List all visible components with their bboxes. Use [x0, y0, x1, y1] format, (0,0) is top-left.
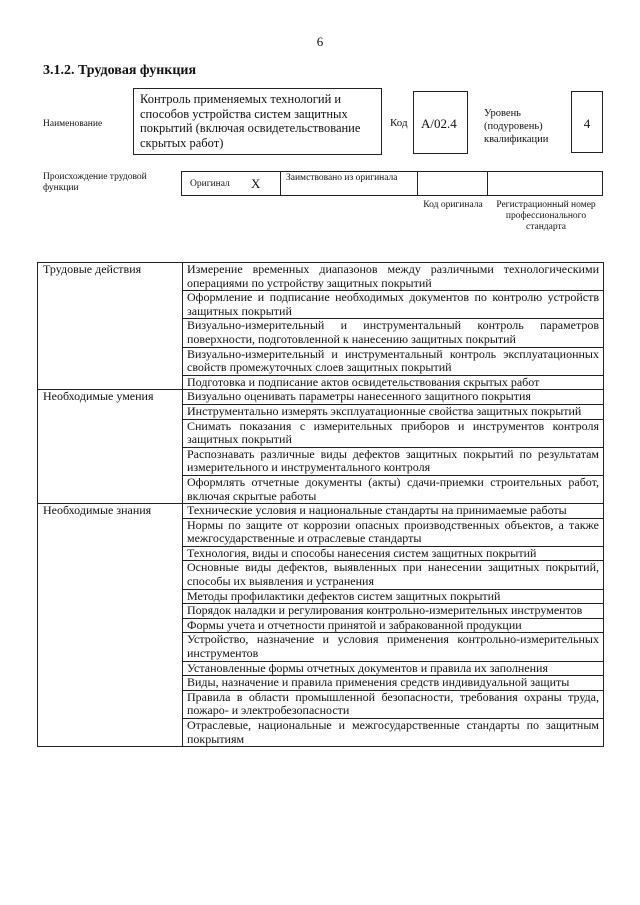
- function-details-table: [37, 262, 604, 747]
- item-cell: Технические условия и национальные стандарты на принимаемые работы: [183, 504, 604, 519]
- item-cell: Виды, назначение и правила применения средств индивидуальной защиты: [183, 676, 604, 691]
- item-cell: Формы учета и отчетности принятой и забракованной продукции: [183, 618, 604, 633]
- item-cell: Порядок наладки и регулирования контрольно-измерительных инструментов: [183, 604, 604, 619]
- item-cell: Оформление и подписание необходимых документов по контролю устройств защитных покрытий: [183, 291, 604, 319]
- original-label: Оригинал: [190, 179, 230, 189]
- table-row: [38, 504, 604, 519]
- reg-number-cell: [488, 172, 602, 195]
- function-name-box: Контроль применяемых технологий и способов устройства систем защитных покрытий (включая освидетельствование скрытых работ): [133, 88, 382, 155]
- item-cell: Технология, виды и способы нанесения систем защитных покрытий: [183, 546, 604, 561]
- borrowed-label: Заимствовано из оригинала: [286, 173, 398, 183]
- category-cell: Необходимые знания: [38, 504, 183, 747]
- table-row: [38, 390, 604, 405]
- borrowed-cell: [281, 172, 418, 195]
- code-original-label: Код оригинала: [423, 200, 483, 210]
- reg-number-label: Регистрационный номер профессионального стандарта: [496, 200, 596, 232]
- item-cell: Визуально-измерительный и инструментальный контроль эксплуатационных свойств промежуточных слоев защитных покрытий: [183, 347, 604, 375]
- section-title: 3.1.2. Трудовая функция: [43, 63, 197, 78]
- code-value-box: А/02.4: [413, 91, 468, 154]
- item-cell: Инструментально измерять эксплуатационные свойства защитных покрытий: [183, 404, 604, 419]
- item-cell: Визуально оценивать параметры нанесенного защитного покрытия: [183, 390, 604, 405]
- item-cell: Правила в области промышленной безопасности, требования охраны труда, пожаро- и электробезопасности: [183, 690, 604, 718]
- item-cell: Распознавать различные виды дефектов защитных покрытий по результатам измерительного и инструментального контроля: [183, 447, 604, 475]
- item-cell: Подготовка и подписание актов освидетельствования скрытых работ: [183, 375, 604, 390]
- item-cell: Основные виды дефектов, выявленных при нанесении защитных покрытий, способы их выявления и устранения: [183, 561, 604, 589]
- page-number: 6: [316, 34, 324, 49]
- item-cell: Измерение временных диапазонов между различными технологическими операциями по устройству защитных покрытий: [183, 263, 604, 291]
- category-cell: Необходимые умения: [38, 390, 183, 504]
- code-original-cell: [418, 172, 488, 195]
- category-cell: Трудовые действия: [38, 263, 183, 390]
- name-label: Наименование: [43, 119, 103, 129]
- origin-label: Происхождение трудовой функции: [43, 172, 147, 193]
- item-cell: Установленные формы отчетных документов и правила их заполнения: [183, 661, 604, 676]
- original-cell: [182, 172, 281, 195]
- item-cell: Нормы по защите от коррозии опасных производственных объектов, а также межгосударственные и отраслевые стандарты: [183, 518, 604, 546]
- table-row: [38, 263, 604, 291]
- origin-row: [181, 171, 603, 196]
- level-value-box: 4: [571, 91, 603, 153]
- item-cell: Отраслевые, национальные и межгосударственные стандарты по защитным покрытиям: [183, 719, 604, 747]
- item-cell: Методы профилактики дефектов систем защитных покрытий: [183, 589, 604, 604]
- item-cell: Визуально-измерительный и инструментальный контроль параметров поверхности, подготовленной к нанесению защитных покрытий: [183, 319, 604, 347]
- item-cell: Оформлять отчетные документы (акты) сдачи-приемки строительных работ, включая скрытые работы: [183, 475, 604, 503]
- item-cell: Устройство, назначение и условия применения контрольно-измерительных инструментов: [183, 633, 604, 661]
- original-mark: X: [251, 176, 261, 191]
- level-label: Уровень (подуровень) квалификации: [484, 108, 549, 145]
- code-label: Код: [390, 117, 408, 129]
- item-cell: Снимать показания с измерительных приборов и инструментов контроля защитных покрытий: [183, 419, 604, 447]
